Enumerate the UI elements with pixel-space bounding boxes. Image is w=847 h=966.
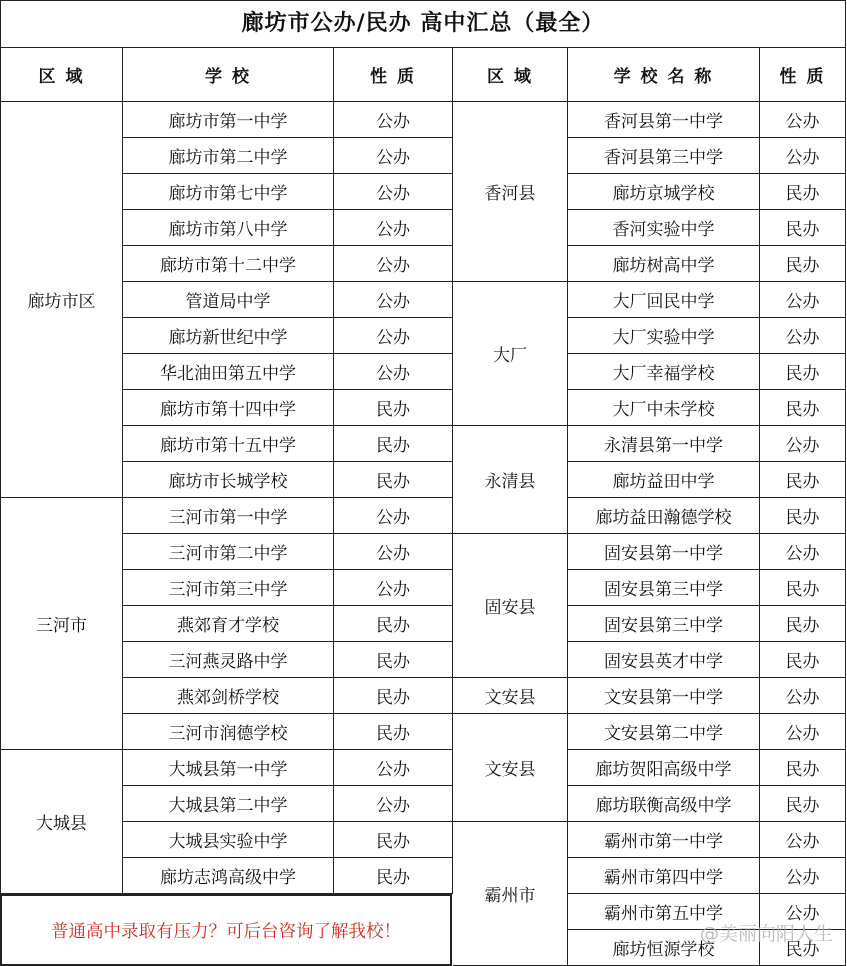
right-type-cell: 民办 bbox=[760, 246, 846, 282]
column-header: 区 域 bbox=[453, 48, 568, 102]
left-type-cell: 公办 bbox=[334, 102, 453, 138]
right-type-cell: 民办 bbox=[760, 786, 846, 822]
right-type-cell: 民办 bbox=[760, 462, 846, 498]
right-type-cell: 民办 bbox=[760, 354, 846, 390]
right-school-cell: 大厂幸福学校 bbox=[568, 354, 760, 390]
left-region-cell: 廊坊市区 bbox=[0, 102, 123, 498]
page-title: 廊坊市公办/民办 高中汇总（最全） bbox=[0, 0, 846, 48]
left-type-cell: 民办 bbox=[334, 714, 453, 750]
right-school-cell: 大厂回民中学 bbox=[568, 282, 760, 318]
left-school-cell: 大城县第二中学 bbox=[123, 786, 334, 822]
right-type-cell: 公办 bbox=[760, 822, 846, 858]
right-school-cell: 廊坊树高中学 bbox=[568, 246, 760, 282]
left-school-cell: 廊坊市第七中学 bbox=[123, 174, 334, 210]
left-region-cell: 三河市 bbox=[0, 498, 123, 750]
right-type-cell: 公办 bbox=[760, 678, 846, 714]
left-school-cell: 廊坊市第一中学 bbox=[123, 102, 334, 138]
left-school-cell: 廊坊市第十五中学 bbox=[123, 426, 334, 462]
right-region-cell: 文安县 bbox=[453, 714, 568, 822]
right-type-cell: 公办 bbox=[760, 894, 846, 930]
watermark: @美丽向阳人生 bbox=[699, 923, 833, 945]
left-type-cell: 民办 bbox=[334, 390, 453, 426]
right-type-cell: 公办 bbox=[760, 102, 846, 138]
right-region-cell: 固安县 bbox=[453, 534, 568, 678]
right-school-cell: 文安县第二中学 bbox=[568, 714, 760, 750]
column-header: 性 质 bbox=[334, 48, 453, 102]
left-school-cell: 大城县实验中学 bbox=[123, 822, 334, 858]
right-school-cell: 香河县第一中学 bbox=[568, 102, 760, 138]
column-header: 区 域 bbox=[0, 48, 123, 102]
column-header: 学 校 名 称 bbox=[568, 48, 760, 102]
right-school-cell: 文安县第一中学 bbox=[568, 678, 760, 714]
right-type-cell: 民办 bbox=[760, 174, 846, 210]
left-school-cell: 廊坊新世纪中学 bbox=[123, 318, 334, 354]
right-region-cell: 霸州市 bbox=[453, 822, 568, 966]
right-school-cell: 固安县第一中学 bbox=[568, 534, 760, 570]
right-type-cell: 民办 bbox=[760, 930, 846, 966]
right-school-cell: 廊坊京城学校 bbox=[568, 174, 760, 210]
right-school-cell: 廊坊贺阳高级中学 bbox=[568, 750, 760, 786]
right-region-cell: 永清县 bbox=[453, 426, 568, 534]
right-type-cell: 民办 bbox=[760, 390, 846, 426]
right-type-cell: 民办 bbox=[760, 642, 846, 678]
left-school-cell: 廊坊市第二中学 bbox=[123, 138, 334, 174]
left-type-cell: 公办 bbox=[334, 282, 453, 318]
right-school-cell: 固安县英才中学 bbox=[568, 642, 760, 678]
left-type-cell: 公办 bbox=[334, 750, 453, 786]
left-school-cell: 三河市第三中学 bbox=[123, 570, 334, 606]
left-school-cell: 管道局中学 bbox=[123, 282, 334, 318]
left-type-cell: 公办 bbox=[334, 138, 453, 174]
right-school-cell: 固安县第三中学 bbox=[568, 606, 760, 642]
left-school-cell: 燕郊剑桥学校 bbox=[123, 678, 334, 714]
left-type-cell: 公办 bbox=[334, 786, 453, 822]
right-type-cell: 民办 bbox=[760, 498, 846, 534]
left-type-cell: 民办 bbox=[334, 606, 453, 642]
right-school-cell: 永清县第一中学 bbox=[568, 426, 760, 462]
left-type-cell: 民办 bbox=[334, 822, 453, 858]
right-school-cell: 霸州市第一中学 bbox=[568, 822, 760, 858]
right-school-cell: 霸州市第五中学 bbox=[568, 894, 760, 930]
left-school-cell: 燕郊育才学校 bbox=[123, 606, 334, 642]
left-school-cell: 三河市润德学校 bbox=[123, 714, 334, 750]
left-type-cell: 公办 bbox=[334, 498, 453, 534]
right-school-cell: 廊坊益田瀚德学校 bbox=[568, 498, 760, 534]
left-type-cell: 公办 bbox=[334, 534, 453, 570]
right-school-cell: 固安县第三中学 bbox=[568, 570, 760, 606]
right-type-cell: 公办 bbox=[760, 318, 846, 354]
left-type-cell: 公办 bbox=[334, 570, 453, 606]
right-school-cell: 廊坊益田中学 bbox=[568, 462, 760, 498]
left-school-cell: 三河市第一中学 bbox=[123, 498, 334, 534]
right-type-cell: 民办 bbox=[760, 606, 846, 642]
right-type-cell: 民办 bbox=[760, 750, 846, 786]
left-type-cell: 民办 bbox=[334, 462, 453, 498]
column-header: 性 质 bbox=[760, 48, 846, 102]
right-school-cell: 香河县第三中学 bbox=[568, 138, 760, 174]
left-region-cell: 大城县 bbox=[0, 750, 123, 894]
left-type-cell: 民办 bbox=[334, 426, 453, 462]
right-type-cell: 公办 bbox=[760, 714, 846, 750]
right-school-cell: 香河实验中学 bbox=[568, 210, 760, 246]
left-type-cell: 公办 bbox=[334, 174, 453, 210]
left-school-cell: 廊坊市长城学校 bbox=[123, 462, 334, 498]
left-type-cell: 民办 bbox=[334, 858, 453, 894]
left-school-cell: 廊坊市第十二中学 bbox=[123, 246, 334, 282]
left-school-cell: 华北油田第五中学 bbox=[123, 354, 334, 390]
column-header: 学 校 bbox=[123, 48, 334, 102]
right-type-cell: 公办 bbox=[760, 138, 846, 174]
right-school-cell: 霸州市第四中学 bbox=[568, 858, 760, 894]
right-type-cell: 公办 bbox=[760, 858, 846, 894]
left-school-cell: 廊坊市第十四中学 bbox=[123, 390, 334, 426]
right-school-cell: 廊坊联衡高级中学 bbox=[568, 786, 760, 822]
promo-note: 普通高中录取有压力？可后台咨询了解我校！ bbox=[0, 894, 452, 966]
right-school-cell: 大厂实验中学 bbox=[568, 318, 760, 354]
right-school-cell: 廊坊恒源学校 bbox=[568, 930, 760, 966]
left-type-cell: 公办 bbox=[334, 354, 453, 390]
right-type-cell: 民办 bbox=[760, 570, 846, 606]
right-school-cell: 大厂中未学校 bbox=[568, 390, 760, 426]
left-school-cell: 廊坊市第八中学 bbox=[123, 210, 334, 246]
left-type-cell: 民办 bbox=[334, 642, 453, 678]
right-type-cell: 民办 bbox=[760, 210, 846, 246]
left-type-cell: 公办 bbox=[334, 318, 453, 354]
right-region-cell: 大厂 bbox=[453, 282, 568, 426]
left-school-cell: 大城县第一中学 bbox=[123, 750, 334, 786]
left-school-cell: 三河市第二中学 bbox=[123, 534, 334, 570]
left-type-cell: 公办 bbox=[334, 246, 453, 282]
right-region-cell: 文安县 bbox=[453, 678, 568, 714]
left-type-cell: 公办 bbox=[334, 210, 453, 246]
right-region-cell: 香河县 bbox=[453, 102, 568, 282]
left-type-cell: 民办 bbox=[334, 678, 453, 714]
right-type-cell: 公办 bbox=[760, 282, 846, 318]
right-type-cell: 公办 bbox=[760, 534, 846, 570]
right-type-cell: 公办 bbox=[760, 426, 846, 462]
left-school-cell: 廊坊志鸿高级中学 bbox=[123, 858, 334, 894]
left-school-cell: 三河燕灵路中学 bbox=[123, 642, 334, 678]
